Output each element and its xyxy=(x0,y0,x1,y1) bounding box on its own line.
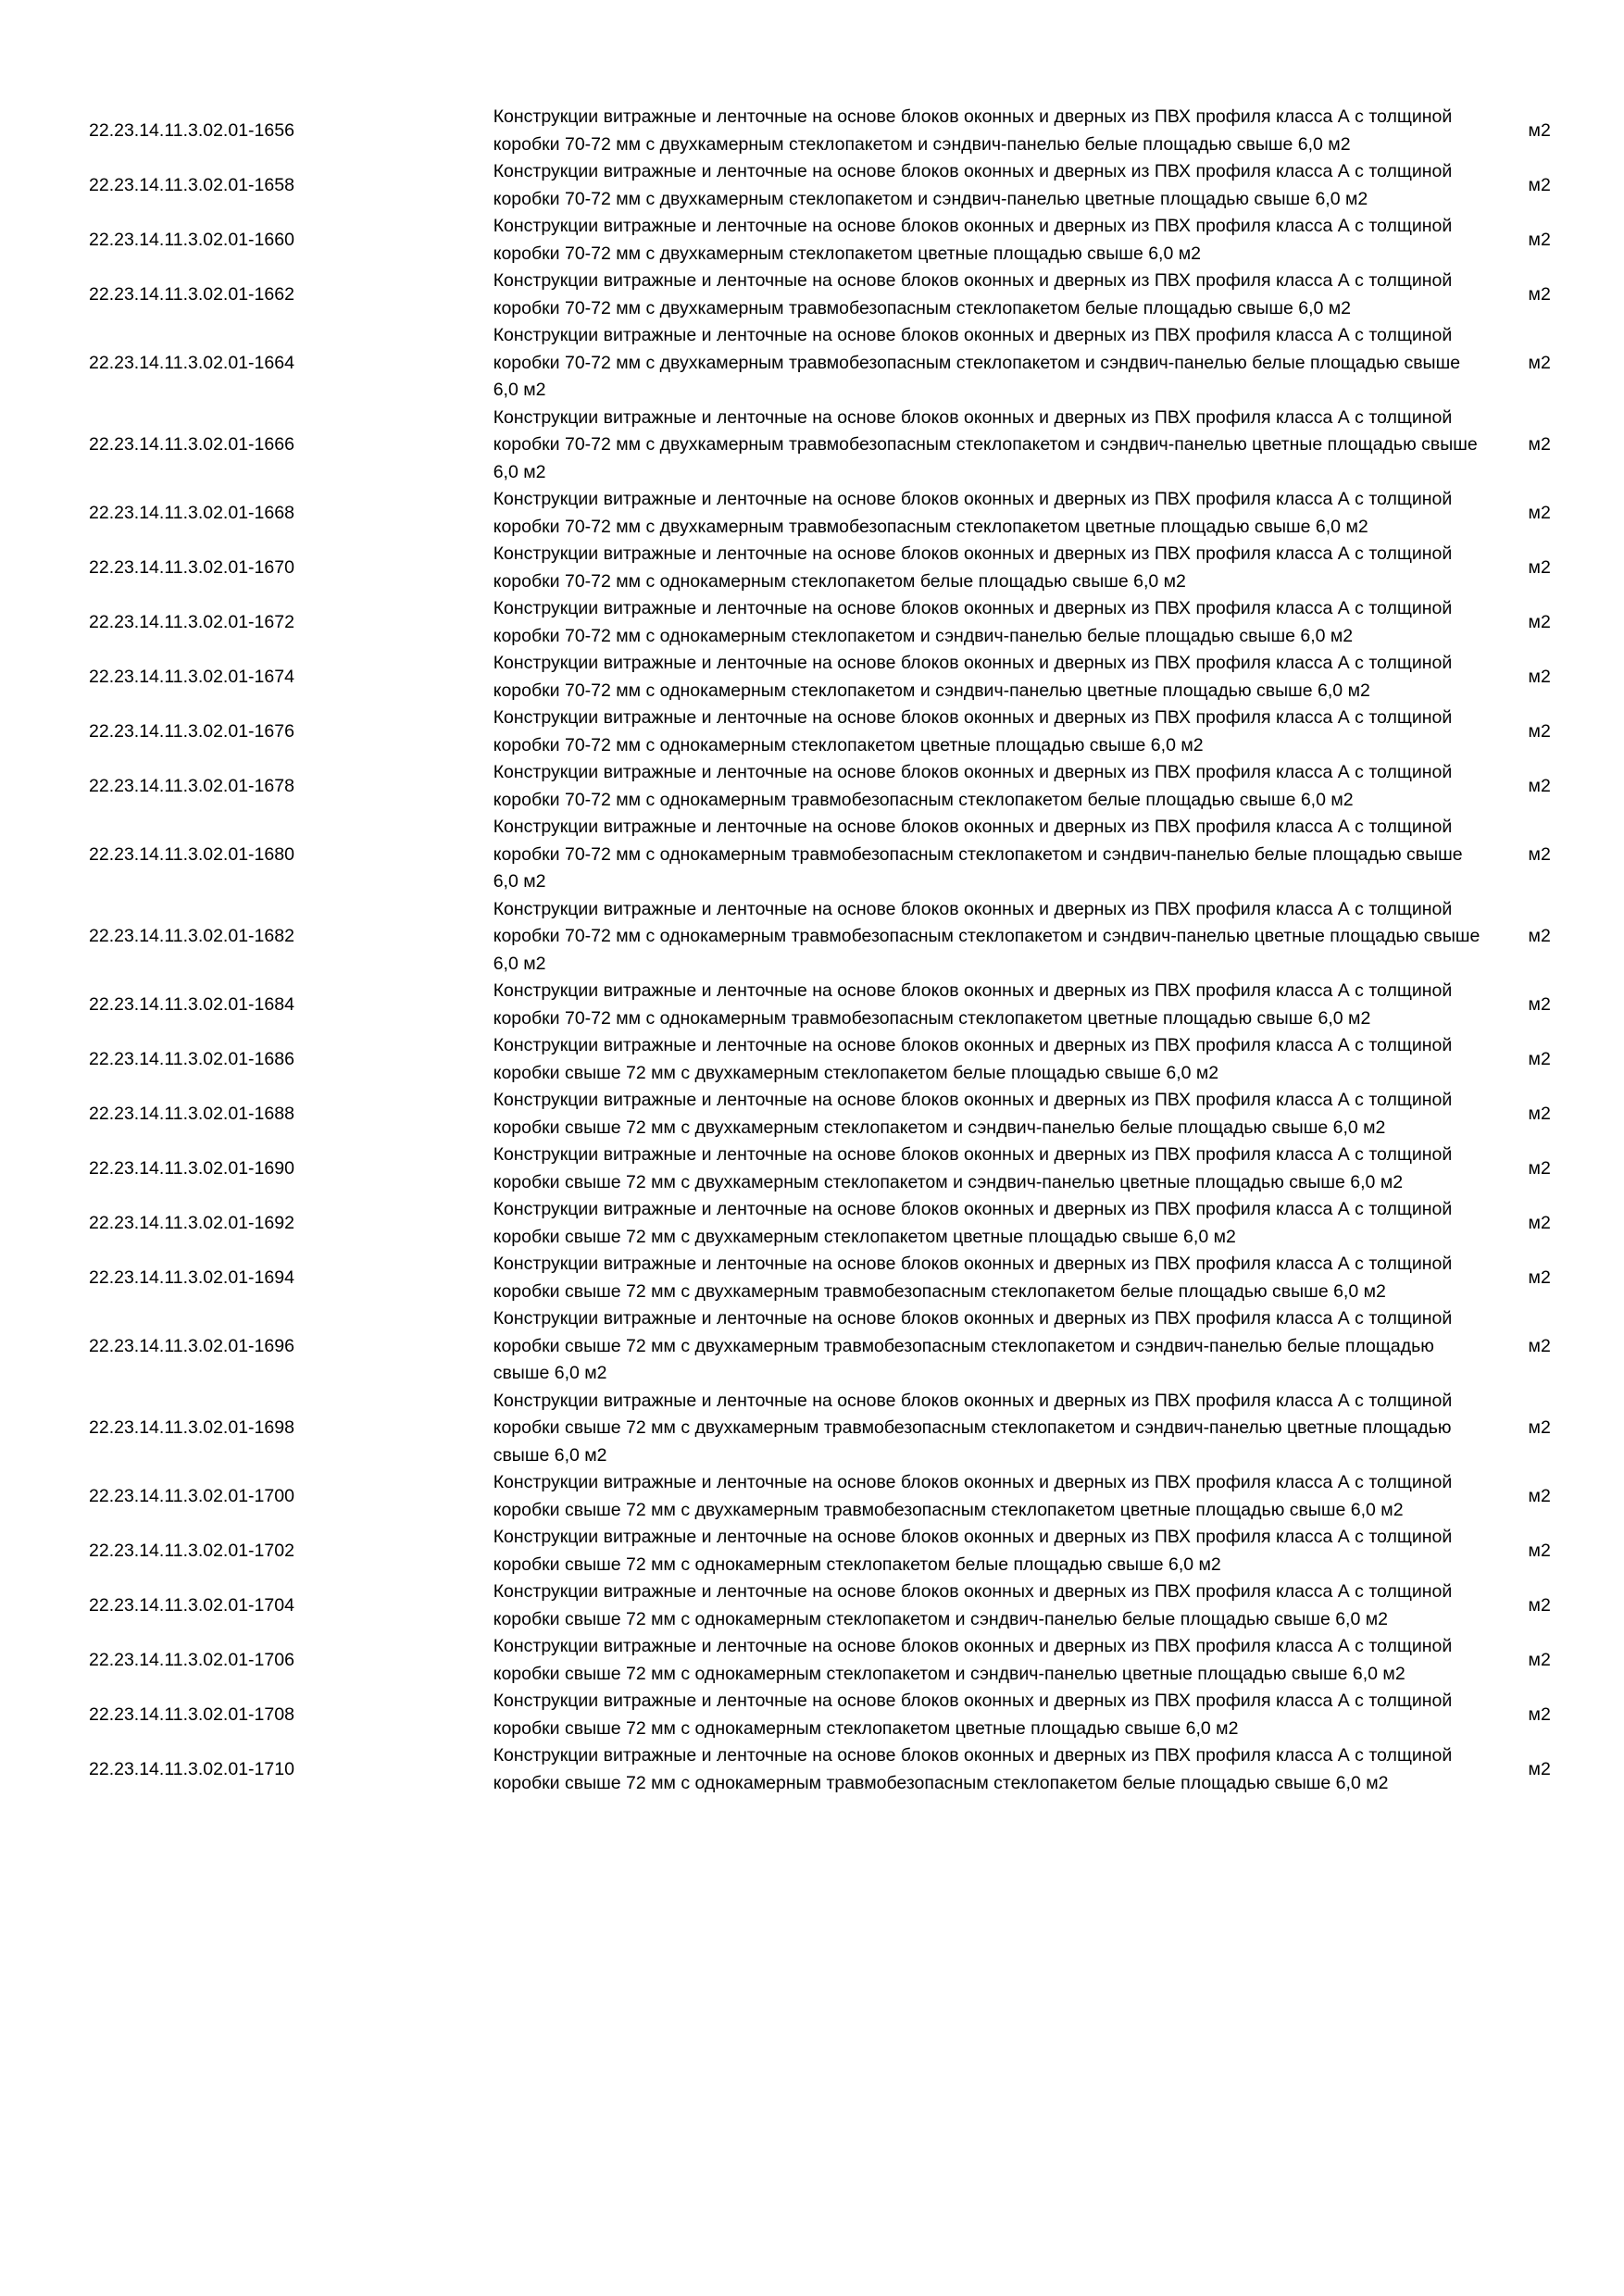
resource-description-cell xyxy=(493,1524,1491,1578)
resource-description: Конструкции витражные и ленточные на основе блоков оконных и дверных из ПВХ профиля класса А с толщиной коробки 70-72 мм с однокамерным травмобезопасным стеклопакетом и сэндвич-панелью белые площадью свыше 6,0 м2 xyxy=(493,817,1463,892)
table-row xyxy=(89,1633,1589,1688)
resource-code: 22.23.14.11.3.02.01-1692 xyxy=(89,1212,294,1233)
resource-description-cell xyxy=(493,896,1491,979)
resource-description: Конструкции витражные и ленточные на основе блоков оконных и дверных из ПВХ профиля класса А с толщиной коробки свыше 72 мм с двухкамерным стеклопакетом белые площадью свыше 6,0 м2 xyxy=(493,1035,1453,1083)
table-row xyxy=(89,705,1589,759)
resource-description: Конструкции витражные и ленточные на основе блоков оконных и дверных из ПВХ профиля класса А с толщиной коробки 70-72 мм с однокамерным стеклопакетом цветные площадью свыше 6,0 м2 xyxy=(493,707,1453,755)
unit-of-measure: м2 xyxy=(1528,843,1551,865)
resource-description: Конструкции витражные и ленточные на основе блоков оконных и дверных из ПВХ профиля класса А с толщиной коробки свыше 72 мм с двухкамерным травмобезопасным стеклопакетом и сэндвич-панелью цветные площадью свыше 6,0 м2 xyxy=(493,1390,1453,1466)
resource-description: Конструкции витражные и ленточные на основе блоков оконных и дверных из ПВХ профиля класса А с толщиной коробки 70-72 мм с двухкамерным травмобезопасным стеклопакетом белые площадью свыше 6,0 м2 xyxy=(493,270,1453,318)
resource-description-cell xyxy=(493,1742,1491,1797)
unit-of-measure: м2 xyxy=(1528,434,1551,455)
table-row xyxy=(89,1196,1589,1251)
resource-code: 22.23.14.11.3.02.01-1676 xyxy=(89,720,294,742)
resource-code: 22.23.14.11.3.02.01-1690 xyxy=(89,1157,294,1179)
unit-of-measure: м2 xyxy=(1528,1758,1551,1779)
unit-of-measure: м2 xyxy=(1528,1649,1551,1670)
resource-code: 22.23.14.11.3.02.01-1688 xyxy=(89,1103,294,1124)
table-row xyxy=(89,1305,1589,1388)
table-row xyxy=(89,1469,1589,1524)
table-row xyxy=(89,486,1589,541)
resource-description: Конструкции витражные и ленточные на основе блоков оконных и дверных из ПВХ профиля класса А с толщиной коробки 70-72 мм с однокамерным стеклопакетом и сэндвич-панелью белые площадью свыше 6,0 м2 xyxy=(493,598,1453,646)
resource-description: Конструкции витражные и ленточные на основе блоков оконных и дверных из ПВХ профиля класса А с толщиной коробки свыше 72 мм с однокамерным травмобезопасным стеклопакетом белые площадью свыше 6,0 м2 xyxy=(493,1745,1453,1793)
resource-code: 22.23.14.11.3.02.01-1702 xyxy=(89,1540,294,1561)
resource-description-cell xyxy=(493,1032,1491,1087)
resource-description: Конструкции витражные и ленточные на основе блоков оконных и дверных из ПВХ профиля класса А с толщиной коробки свыше 72 мм с однокамерным стеклопакетом и сэндвич-панелью белые площадью свыше 6,0 м2 xyxy=(493,1581,1453,1629)
resource-code: 22.23.14.11.3.02.01-1700 xyxy=(89,1485,294,1506)
unit-of-measure: м2 xyxy=(1528,1703,1551,1725)
resource-code: 22.23.14.11.3.02.01-1704 xyxy=(89,1594,294,1616)
resource-description: Конструкции витражные и ленточные на основе блоков оконных и дверных из ПВХ профиля класса А с толщиной коробки 70-72 мм с однокамерным стеклопакетом белые площадью свыше 6,0 м2 xyxy=(493,543,1453,592)
resource-description-cell xyxy=(493,104,1491,158)
table-row xyxy=(89,1251,1589,1305)
table-row xyxy=(89,322,1589,405)
unit-of-measure: м2 xyxy=(1528,119,1551,141)
resource-code: 22.23.14.11.3.02.01-1672 xyxy=(89,611,294,632)
table-row xyxy=(89,595,1589,650)
resource-description-cell xyxy=(493,1688,1491,1742)
resource-description-cell xyxy=(493,268,1491,322)
resource-description: Конструкции витражные и ленточные на основе блоков оконных и дверных из ПВХ профиля класса А с толщиной коробки 70-72 мм с двухкамерным травмобезопасным стеклопакетом и сэндвич-панелью цветные площадью свыше 6,0 м2 xyxy=(493,406,1478,482)
resource-description-cell xyxy=(493,541,1491,595)
resource-code: 22.23.14.11.3.02.01-1660 xyxy=(89,229,294,250)
table-row xyxy=(89,1688,1589,1742)
resource-code: 22.23.14.11.3.02.01-1682 xyxy=(89,926,294,946)
table-row xyxy=(89,1524,1589,1578)
resource-description-cell xyxy=(493,1578,1491,1633)
unit-of-measure: м2 xyxy=(1528,1594,1551,1616)
resource-description-cell xyxy=(493,1142,1491,1196)
resource-code: 22.23.14.11.3.02.01-1674 xyxy=(89,666,294,687)
unit-of-measure: м2 xyxy=(1528,1267,1551,1288)
resource-description-cell xyxy=(493,595,1491,650)
resource-description: Конструкции витражные и ленточные на основе блоков оконных и дверных из ПВХ профиля класса А с толщиной коробки 70-72 мм с двухкамерным травмобезопасным стеклопакетом цветные площадью свыше 6,0 м2 xyxy=(493,489,1453,537)
table-row xyxy=(89,104,1589,158)
table-row xyxy=(89,1032,1589,1087)
resource-description-cell xyxy=(493,486,1491,541)
resource-description: Конструкции витражные и ленточные на основе блоков оконных и дверных из ПВХ профиля класса А с толщиной коробки 70-72 мм с двухкамерным стеклопакетом и сэндвич-панелью белые площадью свыше 6,0 м2 xyxy=(493,106,1453,155)
unit-of-measure: м2 xyxy=(1528,1212,1551,1233)
unit-of-measure: м2 xyxy=(1528,1157,1551,1179)
resource-description-cell xyxy=(493,705,1491,759)
resource-description: Конструкции витражные и ленточные на основе блоков оконных и дверных из ПВХ профиля класса А с толщиной коробки свыше 72 мм с однокамерным стеклопакетом и сэндвич-панелью цветные площадью свыше 6,0 м2 xyxy=(493,1636,1453,1684)
resource-code: 22.23.14.11.3.02.01-1686 xyxy=(89,1048,294,1069)
resource-code: 22.23.14.11.3.02.01-1668 xyxy=(89,502,294,523)
resource-code: 22.23.14.11.3.02.01-1678 xyxy=(89,775,294,796)
resource-description: Конструкции витражные и ленточные на основе блоков оконных и дверных из ПВХ профиля класса А с толщиной коробки 70-72 мм с двухкамерным стеклопакетом и сэндвич-панелью цветные площадью свыше 6,0 м2 xyxy=(493,161,1453,209)
resource-code: 22.23.14.11.3.02.01-1658 xyxy=(89,174,294,195)
resource-description-cell xyxy=(493,1196,1491,1251)
resource-description-cell xyxy=(493,158,1491,213)
unit-of-measure: м2 xyxy=(1528,993,1551,1015)
unit-of-measure: м2 xyxy=(1528,556,1551,578)
table-row xyxy=(89,1087,1589,1142)
table-row xyxy=(89,1388,1589,1470)
resource-description: Конструкции витражные и ленточные на основе блоков оконных и дверных из ПВХ профиля класса А с толщиной коробки 70-72 мм с двухкамерным стеклопакетом цветные площадью свыше 6,0 м2 xyxy=(493,216,1453,264)
table-row xyxy=(89,1142,1589,1196)
resource-code: 22.23.14.11.3.02.01-1680 xyxy=(89,843,294,865)
resource-description: Конструкции витражные и ленточные на основе блоков оконных и дверных из ПВХ профиля класса А с толщиной коробки свыше 72 мм с двухкамерным травмобезопасным стеклопакетом и сэндвич-панелью белые площадью свыше 6,0 м2 xyxy=(493,1308,1453,1383)
resource-code: 22.23.14.11.3.02.01-1662 xyxy=(89,283,294,305)
table-body xyxy=(89,104,1589,1797)
unit-of-measure: м2 xyxy=(1528,1485,1551,1506)
resource-description-cell xyxy=(493,1087,1491,1142)
resource-description-cell xyxy=(493,1305,1491,1388)
unit-of-measure: м2 xyxy=(1528,720,1551,742)
resource-description: Конструкции витражные и ленточные на основе блоков оконных и дверных из ПВХ профиля класса А с толщиной коробки 70-72 мм с однокамерным стеклопакетом и сэндвич-панелью цветные площадью свыше 6,0 м2 xyxy=(493,653,1453,701)
table-row xyxy=(89,541,1589,595)
table-row xyxy=(89,268,1589,322)
resource-code: 22.23.14.11.3.02.01-1666 xyxy=(89,434,294,455)
resource-description-cell xyxy=(493,759,1491,814)
resource-description: Конструкции витражные и ленточные на основе блоков оконных и дверных из ПВХ профиля класса А с толщиной коробки 70-72 мм с однокамерным травмобезопасным стеклопакетом белые площадью свыше 6,0 м2 xyxy=(493,762,1453,810)
resource-description: Конструкции витражные и ленточные на основе блоков оконных и дверных из ПВХ профиля класса А с толщиной коробки свыше 72 мм с двухкамерным стеклопакетом и сэндвич-панелью цветные площадью свыше 6,0 м2 xyxy=(493,1144,1453,1192)
resource-description: Конструкции витражные и ленточные на основе блоков оконных и дверных из ПВХ профиля класса А с толщиной коробки 70-72 мм с двухкамерным травмобезопасным стеклопакетом и сэндвич-панелью белые площадью свыше 6,0 м2 xyxy=(493,325,1461,400)
resource-description: Конструкции витражные и ленточные на основе блоков оконных и дверных из ПВХ профиля класса А с толщиной коробки свыше 72 мм с однокамерным стеклопакетом цветные площадью свыше 6,0 м2 xyxy=(493,1691,1453,1739)
resource-description: Конструкции витражные и ленточные на основе блоков оконных и дверных из ПВХ профиля класса А с толщиной коробки свыше 72 мм с двухкамерным травмобезопасным стеклопакетом белые площадью свыше 6,0 м2 xyxy=(493,1254,1453,1302)
resource-description-cell xyxy=(493,1251,1491,1305)
table-row xyxy=(89,158,1589,213)
resource-code: 22.23.14.11.3.02.01-1710 xyxy=(89,1758,294,1779)
resource-description-cell xyxy=(493,1633,1491,1688)
resource-description-cell xyxy=(493,814,1491,896)
resource-code: 22.23.14.11.3.02.01-1694 xyxy=(89,1267,294,1288)
resource-code: 22.23.14.11.3.02.01-1696 xyxy=(89,1335,294,1356)
unit-of-measure: м2 xyxy=(1528,1335,1551,1356)
resource-description-cell xyxy=(493,650,1491,705)
resource-description-cell xyxy=(493,978,1491,1032)
unit-of-measure: м2 xyxy=(1528,775,1551,796)
resource-description: Конструкции витражные и ленточные на основе блоков оконных и дверных из ПВХ профиля класса А с толщиной коробки свыше 72 мм с двухкамерным травмобезопасным стеклопакетом цветные площадью свыше 6,0 м2 xyxy=(493,1472,1453,1520)
unit-of-measure: м2 xyxy=(1528,502,1551,523)
unit-of-measure: м2 xyxy=(1528,352,1551,373)
resource-description-cell xyxy=(493,1469,1491,1524)
resource-code: 22.23.14.11.3.02.01-1684 xyxy=(89,993,294,1015)
resource-description-cell xyxy=(493,213,1491,268)
resource-description-cell xyxy=(493,405,1491,487)
unit-of-measure: м2 xyxy=(1528,926,1551,946)
table-row xyxy=(89,896,1589,979)
table-row xyxy=(89,650,1589,705)
table-row xyxy=(89,814,1589,896)
unit-of-measure: м2 xyxy=(1528,611,1551,632)
resource-code: 22.23.14.11.3.02.01-1656 xyxy=(89,119,294,141)
table-row xyxy=(89,1578,1589,1633)
resource-code: 22.23.14.11.3.02.01-1664 xyxy=(89,352,294,373)
unit-of-measure: м2 xyxy=(1528,174,1551,195)
resource-description-cell xyxy=(493,322,1491,405)
resource-table xyxy=(89,104,1589,1797)
resource-description-cell xyxy=(493,1388,1491,1470)
unit-of-measure: м2 xyxy=(1528,229,1551,250)
resource-description: Конструкции витражные и ленточные на основе блоков оконных и дверных из ПВХ профиля класса А с толщиной коробки 70-72 мм с однокамерным травмобезопасным стеклопакетом цветные площадью свыше 6,0 м2 xyxy=(493,980,1453,1029)
unit-of-measure: м2 xyxy=(1528,283,1551,305)
unit-of-measure: м2 xyxy=(1528,1103,1551,1124)
unit-of-measure: м2 xyxy=(1528,1540,1551,1561)
table-row xyxy=(89,213,1589,268)
table-row xyxy=(89,405,1589,487)
table-row xyxy=(89,978,1589,1032)
resource-code: 22.23.14.11.3.02.01-1670 xyxy=(89,556,294,578)
resource-description: Конструкции витражные и ленточные на основе блоков оконных и дверных из ПВХ профиля класса А с толщиной коробки свыше 72 мм с двухкамерным стеклопакетом и сэндвич-панелью белые площадью свыше 6,0 м2 xyxy=(493,1090,1453,1138)
resource-code: 22.23.14.11.3.02.01-1708 xyxy=(89,1703,294,1725)
unit-of-measure: м2 xyxy=(1528,1048,1551,1069)
unit-of-measure: м2 xyxy=(1528,1417,1551,1438)
table-row xyxy=(89,1742,1589,1797)
resource-description: Конструкции витражные и ленточные на основе блоков оконных и дверных из ПВХ профиля класса А с толщиной коробки 70-72 мм с однокамерным травмобезопасным стеклопакетом и сэндвич-панелью цветные площадью свыше 6,0 м2 xyxy=(493,898,1480,974)
table-row xyxy=(89,759,1589,814)
resource-code: 22.23.14.11.3.02.01-1706 xyxy=(89,1649,294,1670)
resource-description: Конструкции витражные и ленточные на основе блоков оконных и дверных из ПВХ профиля класса А с толщиной коробки свыше 72 мм с однокамерным стеклопакетом белые площадью свыше 6,0 м2 xyxy=(493,1527,1453,1575)
unit-of-measure: м2 xyxy=(1528,666,1551,687)
resource-description: Конструкции витражные и ленточные на основе блоков оконных и дверных из ПВХ профиля класса А с толщиной коробки свыше 72 мм с двухкамерным стеклопакетом цветные площадью свыше 6,0 м2 xyxy=(493,1199,1453,1247)
resource-code: 22.23.14.11.3.02.01-1698 xyxy=(89,1417,294,1438)
